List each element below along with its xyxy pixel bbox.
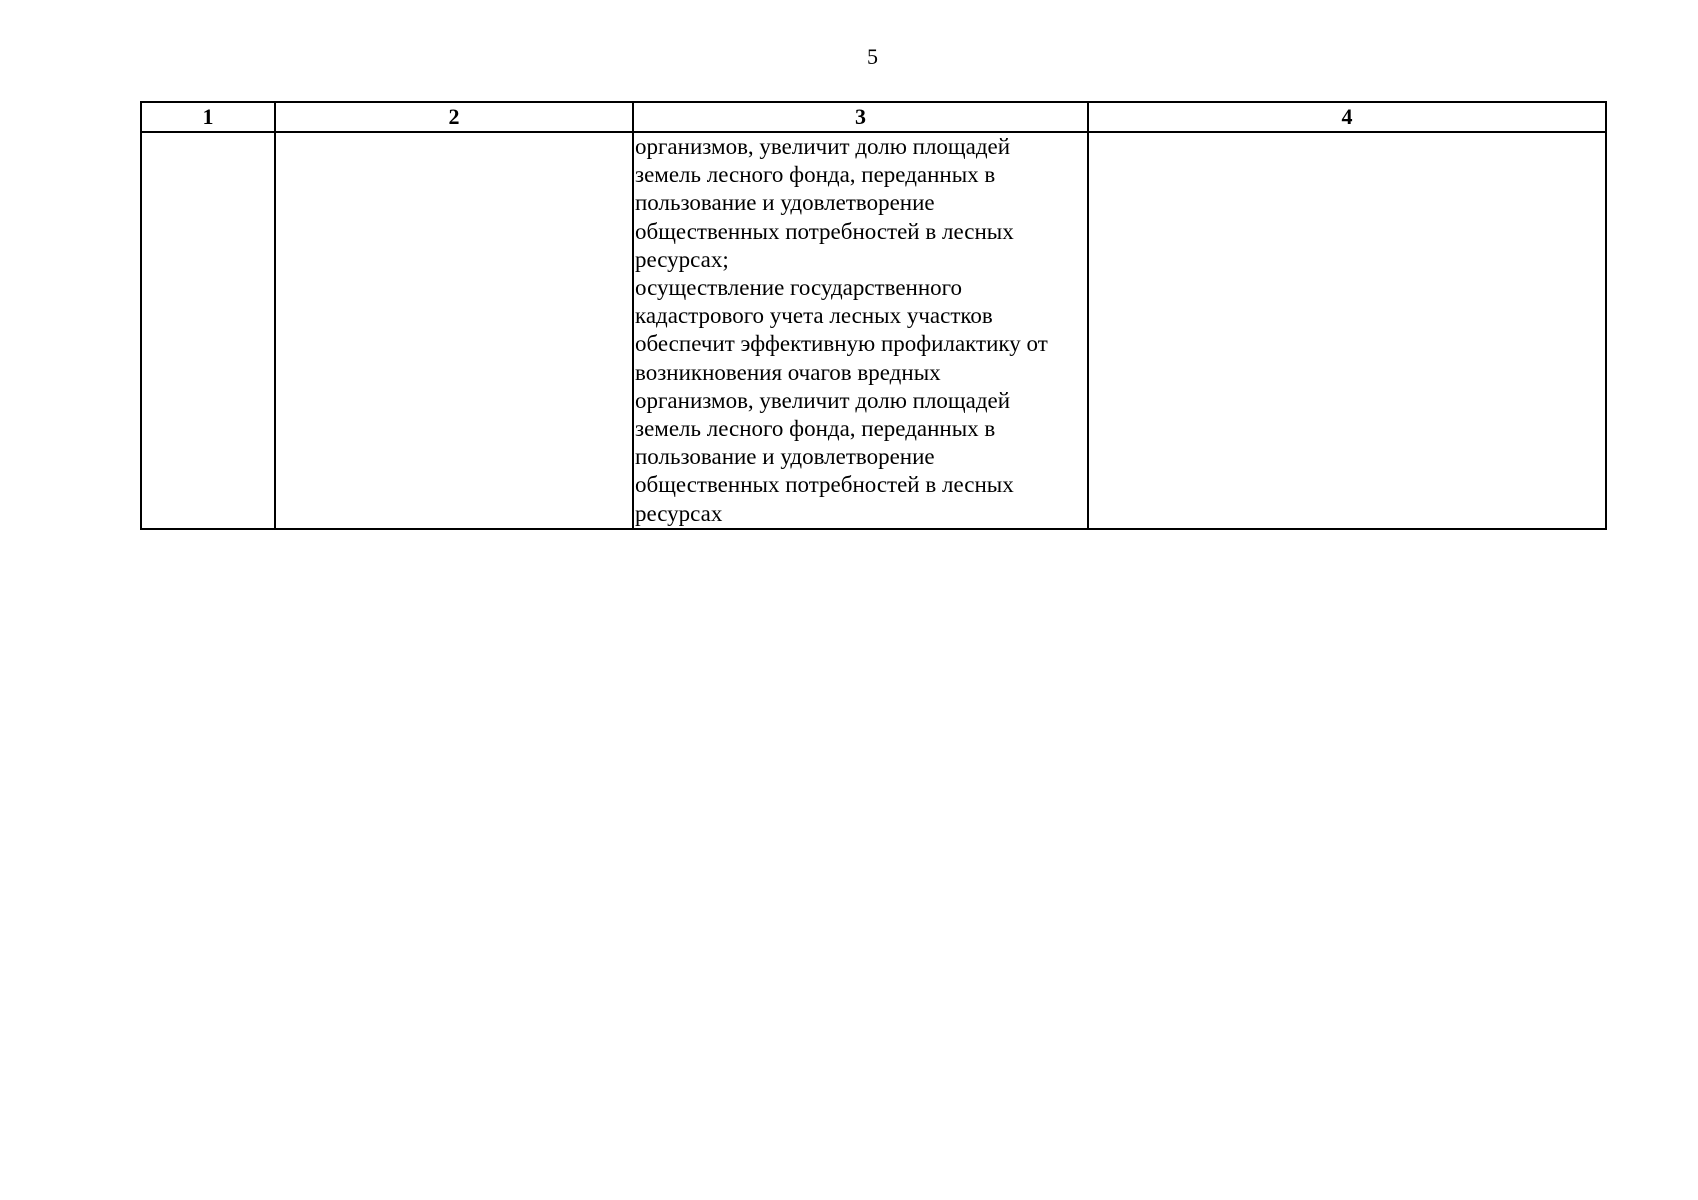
- text-line: кадастрового учета лесных участков: [635, 303, 993, 329]
- text-line: обеспечит эффективную профилактику от: [635, 331, 1048, 357]
- text-line: организмов, увеличит долю площадей: [635, 134, 1011, 159]
- text-line: осуществление государственного: [635, 275, 963, 301]
- text-line: общественных потребностей в лесных: [635, 218, 1014, 244]
- table-row: [141, 132, 1606, 529]
- cell-col-3: [633, 132, 1088, 529]
- cell-col-3-text: [634, 133, 1087, 528]
- column-header-3: 3: [633, 102, 1088, 132]
- text-line: земель лесного фонда, переданных в: [635, 162, 996, 188]
- text-line: пользование и удовлетворение: [635, 190, 935, 216]
- column-header-4: 4: [1088, 102, 1606, 132]
- column-header-1: 1: [141, 102, 275, 132]
- text-line: ресурсах: [635, 500, 723, 526]
- document-table: [140, 101, 1607, 530]
- text-line: земель лесного фонда, переданных в: [635, 416, 996, 442]
- table-header-row: [141, 102, 1606, 132]
- text-line: пользование и удовлетворение: [635, 444, 935, 470]
- cell-col-2: [275, 132, 633, 529]
- cell-col-1: [141, 132, 275, 529]
- cell-col-4: [1088, 132, 1606, 529]
- text-line: общественных потребностей в лесных: [635, 472, 1014, 498]
- page-number: 5: [867, 44, 878, 69]
- text-line: ресурсах;: [635, 246, 729, 272]
- text-line: возникновения очагов вредных: [635, 359, 941, 385]
- text-line: организмов, увеличит долю площадей: [635, 387, 1011, 413]
- column-header-2: 2: [275, 102, 633, 132]
